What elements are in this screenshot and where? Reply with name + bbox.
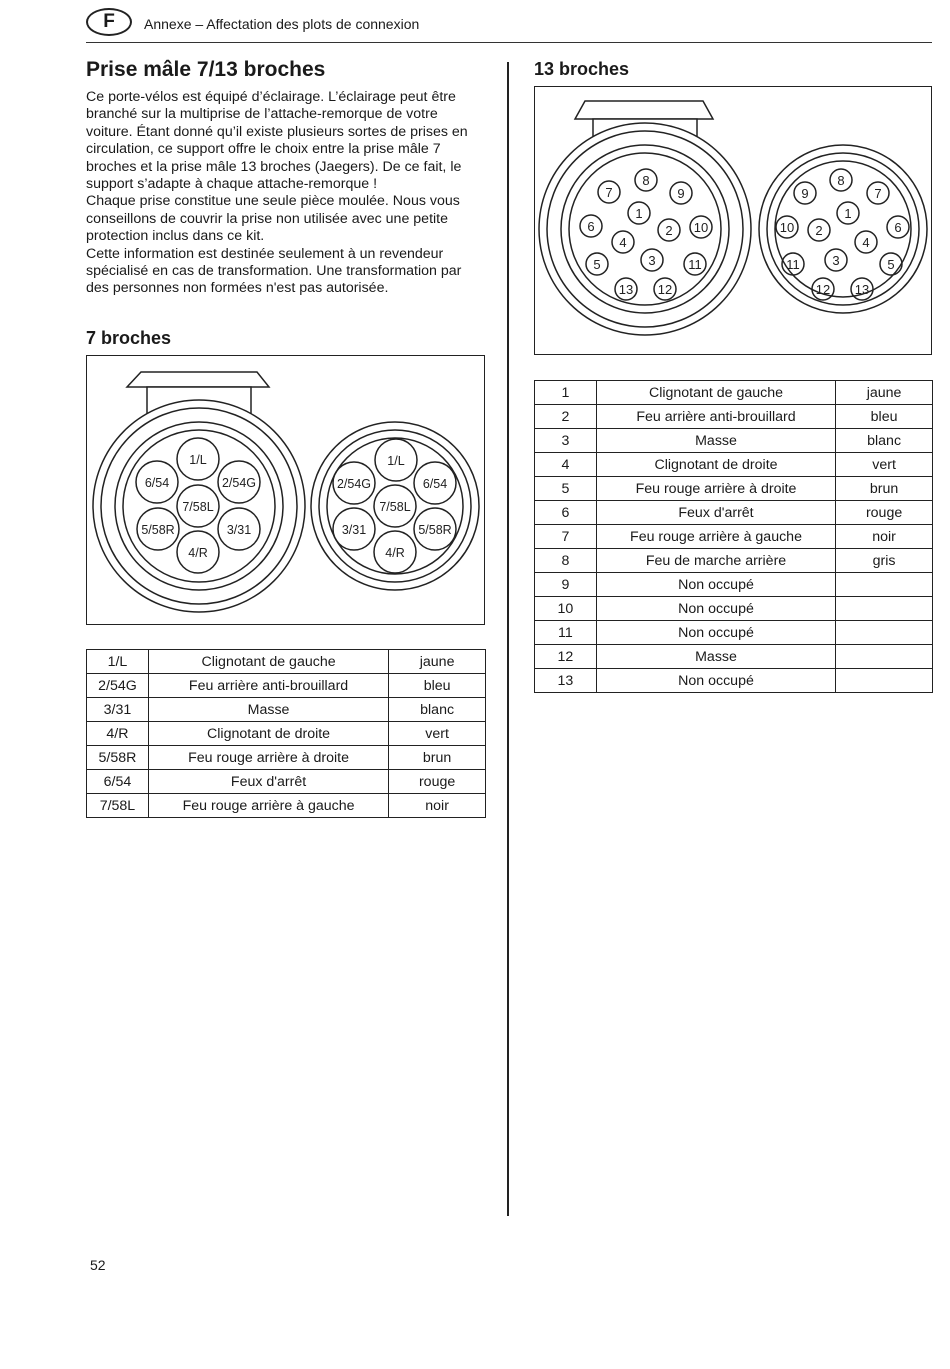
intro-paragraph: Cette information est destinée seulement à un revendeur spécialisé en cas de transformation. Une transformation par des personnes non formées n'est pas autorisée. [86, 245, 462, 297]
pin-label: 3 [832, 253, 840, 268]
pin-label: 9 [801, 186, 809, 201]
color-cell: rouge [389, 770, 486, 794]
pin-label: 8 [642, 173, 650, 188]
pin-label: 9 [677, 186, 685, 201]
language-badge: F [86, 8, 132, 36]
pin-label: 12 [657, 282, 673, 297]
pin-label: 1/L [387, 454, 405, 468]
table-row [535, 549, 933, 573]
table-row [87, 674, 486, 698]
color-cell: brun [836, 477, 933, 501]
function-cell: Feu de marche arrière [596, 549, 835, 573]
table-row [535, 405, 933, 429]
pin-label: 2/54G [221, 476, 257, 490]
pin-label: 13 [618, 282, 634, 297]
table-row [535, 645, 933, 669]
color-cell: noir [836, 525, 933, 549]
function-cell: Clignotant de gauche [148, 650, 388, 674]
pin-label: 5/58R [141, 523, 175, 537]
function-cell: Feu rouge arrière à droite [596, 477, 835, 501]
pin-cell: 11 [535, 621, 597, 645]
pin-label: 11 [688, 257, 702, 272]
color-cell: blanc [389, 698, 486, 722]
pin-cell: 12 [535, 645, 597, 669]
pin-label: 4/R [188, 546, 208, 560]
function-cell: Non occupé [596, 669, 835, 693]
pin-cell: 5 [535, 477, 597, 501]
pin-table-13 [534, 380, 933, 693]
function-cell: Clignotant de droite [148, 722, 388, 746]
function-cell: Masse [148, 698, 388, 722]
color-cell [836, 669, 933, 693]
pin-label: 10 [779, 220, 795, 235]
plug-diagram-13-pins [534, 86, 932, 355]
pin-label: 4 [619, 235, 627, 250]
pin-cell: 13 [535, 669, 597, 693]
pin-label: 2 [815, 223, 823, 238]
pin-label: 4 [862, 235, 870, 250]
section-heading-13-pins: 13 broches [534, 59, 630, 79]
pin-cell: 2/54G [87, 674, 149, 698]
pin-label: 2/54G [336, 477, 372, 491]
pin-label: 10 [693, 220, 709, 235]
pin-cell: 4 [535, 453, 597, 477]
function-cell: Feu arrière anti-brouillard [596, 405, 835, 429]
color-cell [836, 621, 933, 645]
function-cell: Clignotant de gauche [596, 381, 835, 405]
function-cell: Masse [596, 429, 835, 453]
pin-label: 7/58L [182, 500, 214, 514]
color-cell: rouge [836, 501, 933, 525]
pin-cell: 5/58R [87, 746, 149, 770]
pin-label: 1 [844, 206, 852, 221]
pin-label: 8 [837, 173, 845, 188]
table-row [87, 698, 486, 722]
function-cell: Non occupé [596, 597, 835, 621]
function-cell: Feux d'arrêt [148, 770, 388, 794]
color-cell: jaune [389, 650, 486, 674]
pin-cell: 9 [535, 573, 597, 597]
function-cell: Feu rouge arrière à gauche [596, 525, 835, 549]
pin-label: 3/31 [226, 523, 252, 537]
function-cell: Feu rouge arrière à gauche [148, 794, 388, 818]
pin-cell: 8 [535, 549, 597, 573]
pin-label: 5 [887, 257, 895, 272]
header-title: Annexe – Affectation des plots de connexion [144, 16, 420, 32]
pin-table-7 [86, 649, 486, 818]
table-row [535, 429, 933, 453]
color-cell: jaune [836, 381, 933, 405]
pin-label: 4/R [385, 546, 405, 560]
table-row [535, 477, 933, 501]
intro-paragraph: Chaque prise constitue une seule pièce moulée. Nous vous conseillons de couvrir la prise non utilisée avec une petite protection inclus dans ce kit. [86, 193, 460, 245]
page-header [86, 6, 932, 43]
table-row [87, 650, 486, 674]
table-row [87, 722, 486, 746]
section-heading-7-pins: 7 broches [86, 328, 172, 348]
pin-label: 5/58R [418, 523, 452, 537]
intro-text [86, 89, 486, 298]
pin-cell: 7/58L [87, 794, 149, 818]
plug-diagram-7-pins [86, 355, 485, 625]
pin-label: 7 [874, 186, 882, 201]
table-row [535, 597, 933, 621]
function-cell: Feu rouge arrière à droite [148, 746, 388, 770]
pin-cell: 6/54 [87, 770, 149, 794]
function-cell: Non occupé [596, 621, 835, 645]
pin-label: 3/31 [341, 523, 367, 537]
table-row [87, 794, 486, 818]
pin-cell: 7 [535, 525, 597, 549]
pin-cell: 10 [535, 597, 597, 621]
function-cell: Feu arrière anti-brouillard [148, 674, 388, 698]
color-cell: brun [389, 746, 486, 770]
pin-label: 7 [605, 185, 613, 200]
pin-cell: 4/R [87, 722, 149, 746]
table-row [535, 381, 933, 405]
plug-7-left [93, 372, 305, 612]
table-row [87, 770, 486, 794]
pin-label: 7/58L [379, 500, 411, 514]
table-row [87, 746, 486, 770]
page-title: Prise mâle 7/13 broches [86, 58, 326, 81]
pin-label: 2 [665, 223, 673, 238]
pin-label: 6/54 [144, 476, 170, 490]
table-row [535, 669, 933, 693]
table-row [535, 621, 933, 645]
table-row [535, 453, 933, 477]
function-cell: Feux d'arrêt [596, 501, 835, 525]
pin-cell: 1 [535, 381, 597, 405]
pin-label: 6/54 [422, 477, 448, 491]
table-row [535, 501, 933, 525]
function-cell: Non occupé [596, 573, 835, 597]
color-cell: vert [389, 722, 486, 746]
table-row [535, 525, 933, 549]
pin-label: 1 [635, 206, 643, 221]
intro-paragraph: Ce porte-vélos est équipé d’éclairage. L’éclairage peut être branché sur la multiprise de l’attache-remorque de votre voiture. Étant donné qu’il existe plusieurs sortes de prises en circulation, ce support offre le choix entre la prise mâle 7 broches et la prise mâle 13 broches (Jaegers). De ce fait, le support s’adapte à chaque attache-remorque ! [86, 89, 468, 193]
pin-label: 11 [786, 257, 800, 272]
color-cell [836, 597, 933, 621]
pin-label: 6 [587, 219, 595, 234]
pin-label: 6 [894, 220, 902, 235]
page-number: 52 [90, 1257, 106, 1273]
pin-cell: 1/L [87, 650, 149, 674]
pin-label: 3 [648, 253, 656, 268]
plug-13-left [539, 101, 751, 335]
pin-cell: 3/31 [87, 698, 149, 722]
color-cell: gris [836, 549, 933, 573]
column-divider [507, 62, 509, 1216]
pin-cell: 2 [535, 405, 597, 429]
function-cell: Masse [596, 645, 835, 669]
color-cell: bleu [836, 405, 933, 429]
color-cell: blanc [836, 429, 933, 453]
function-cell: Clignotant de droite [596, 453, 835, 477]
pin-cell: 3 [535, 429, 597, 453]
pin-cell: 6 [535, 501, 597, 525]
pin-label: 1/L [189, 453, 207, 467]
pin-label: 12 [815, 282, 831, 297]
pin-label: 5 [593, 257, 601, 272]
color-cell: noir [389, 794, 486, 818]
pin-label: 13 [854, 282, 870, 297]
color-cell [836, 645, 933, 669]
color-cell: vert [836, 453, 933, 477]
color-cell: bleu [389, 674, 486, 698]
table-row [535, 573, 933, 597]
color-cell [836, 573, 933, 597]
